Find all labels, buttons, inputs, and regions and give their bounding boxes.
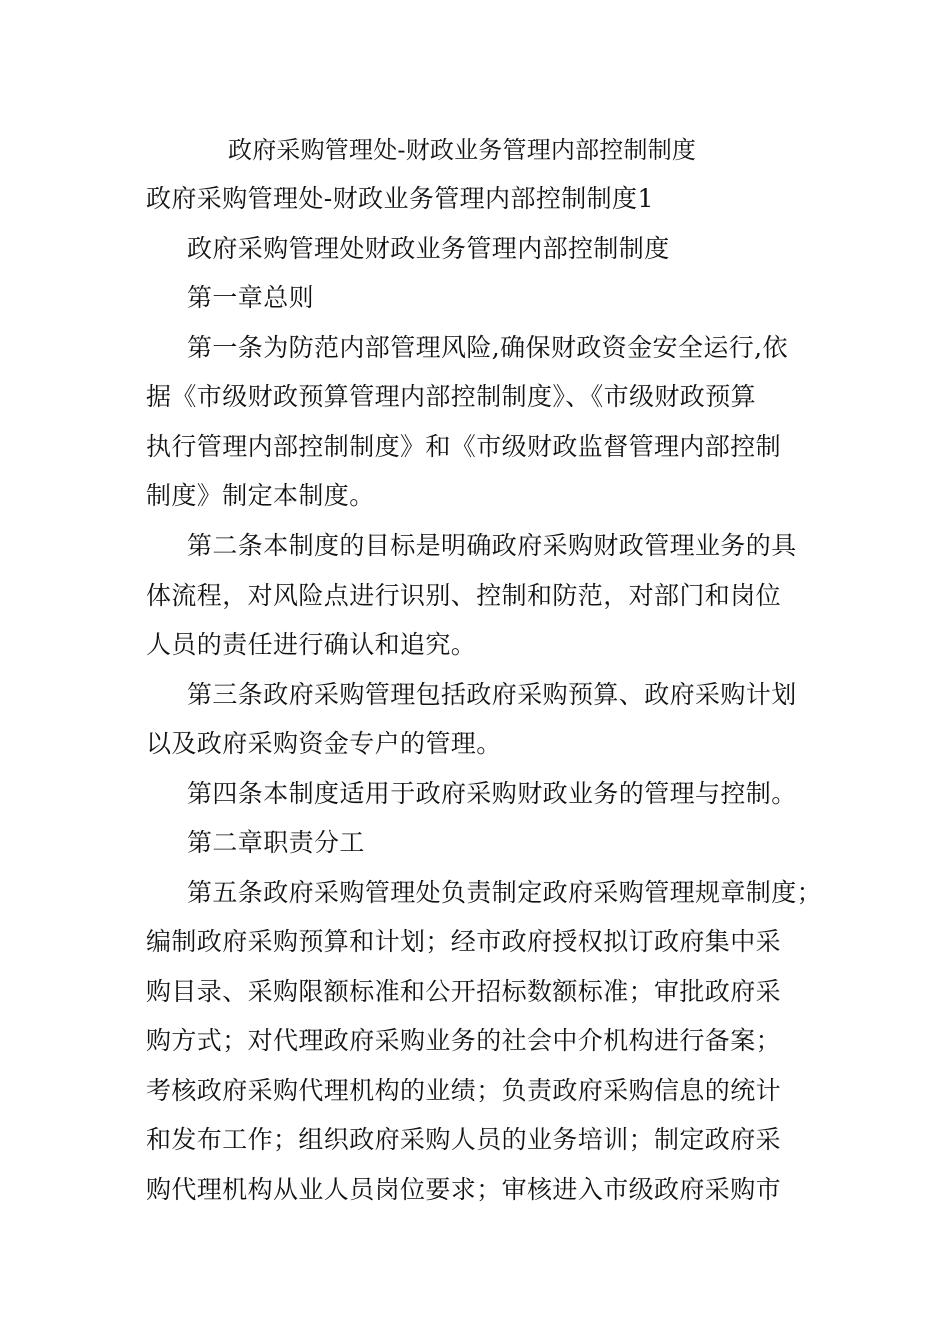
body-line: 体流程，对风险点进行识别、控制和防范，对部门和岗位 bbox=[146, 581, 782, 610]
body-line: 第三条政府采购管理包括政府采购预算、政府采购计划 bbox=[187, 680, 797, 709]
body-line: 第二条本制度的目标是明确政府采购财政管理业务的具 bbox=[187, 531, 797, 560]
body-line: 第二章职责分工 bbox=[187, 828, 365, 857]
body-line: 考核政府采购代理机构的业绩；负责政府采购信息的统计 bbox=[146, 1076, 782, 1105]
body-line: 第五条政府采购管理处负责制定政府采购管理规章制度； bbox=[187, 878, 823, 907]
body-line: 制度》制定本制度。 bbox=[146, 481, 375, 510]
body-line: 购方式；对代理政府采购业务的社会中介机构进行备案； bbox=[146, 1026, 782, 1055]
body-line: 执行管理内部控制制度》和《市级财政监督管理内部控制 bbox=[146, 432, 782, 461]
body-line: 人员的责任进行确认和追究。 bbox=[146, 630, 477, 659]
body-line: 政府采购管理处财政业务管理内部控制制度 bbox=[187, 234, 670, 263]
body-line: 据《市级财政预算管理内部控制制度》、《市级财政预算 bbox=[146, 382, 757, 411]
body-line: 以及政府采购资金专户的管理。 bbox=[146, 729, 502, 758]
body-line: 第四条本制度适用于政府采购财政业务的管理与控制。 bbox=[187, 779, 797, 808]
body-line: 编制政府采购预算和计划；经市政府授权拟订政府集中采 bbox=[146, 927, 782, 956]
body-line: 第一章总则 bbox=[187, 283, 315, 312]
body-line: 第一条为防范内部管理风险,确保财政资金安全运行,依 bbox=[187, 333, 788, 362]
document-subtitle: 政府采购管理处-财政业务管理内部控制制度1 bbox=[146, 184, 654, 213]
document-title: 政府采购管理处-财政业务管理内部控制制度 bbox=[228, 136, 697, 164]
body-line: 购目录、采购限额标准和公开招标数额标准；审批政府采 bbox=[146, 977, 782, 1006]
body-line: 和发布工作；组织政府采购人员的业务培训；制定政府采 bbox=[146, 1125, 782, 1154]
body-line: 购代理机构从业人员岗位要求；审核进入市级政府采购市 bbox=[146, 1175, 782, 1204]
